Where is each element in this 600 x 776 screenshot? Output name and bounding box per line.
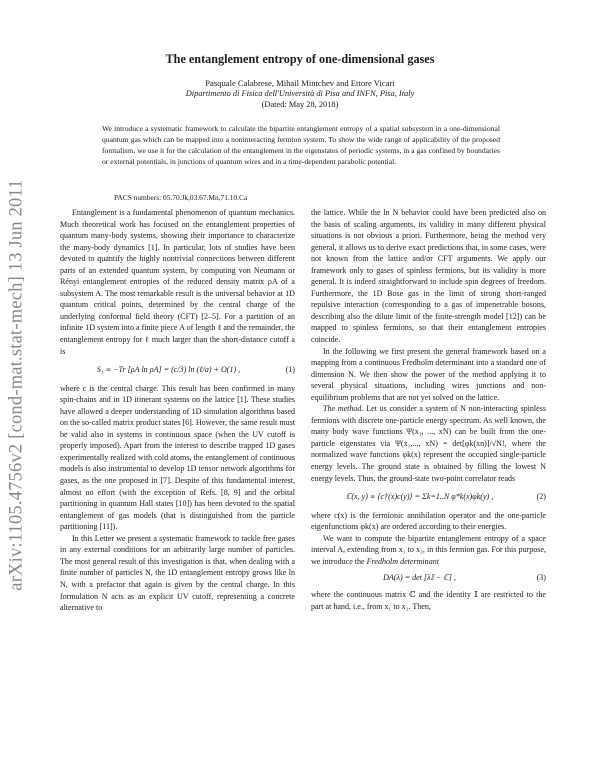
- paragraph-text: We want to compute the bipartite entanglement entropy of a space interval A, extending from x₁ to x₂, in this fermion gas. For this purpose, we introduce the: [311, 533, 546, 566]
- equation-3: [311, 572, 546, 584]
- paragraph: [311, 533, 546, 568]
- paper-title: The entanglement entropy of one-dimensional gases: [165, 52, 435, 66]
- equation-1: [60, 364, 295, 376]
- equation-body: ℂ(x, y) ≡ ⟨c†(x)c(y)⟩ = Σk=1..N φ*k(x)φk(y) ,: [345, 492, 494, 502]
- equation-number: (3): [536, 573, 546, 583]
- paper-affiliation: Dipartimento di Fisica dell'Università di Pisa and INFN, Pisa, Italy: [185, 89, 415, 98]
- paragraph: where the continuous matrix ℂ and the identity 𝕀 are restricted to the part at hand, i.e., from x₁ to x₂. Then,: [311, 589, 546, 611]
- paragraph: In the following we first present the general framework based on a mapping from a continuous Fredholm determinant into a standard one of dimension N. We then show the power of the method applying it to several physical situations, including wires junctions and non-equilibrium problems that are not yet solved on the lattice.: [311, 346, 546, 402]
- paragraph: where c(x) is the fermionic annihilation operator and the one-particle eigenfunctions φk(x) are ordered according to their energies.: [311, 510, 546, 532]
- paragraph: Entanglement is a fundamental phenomenon of quantum mechanics. Much theoretical work has focused on the entanglement properties of quantum many-body systems, showing their importance to characterize the many-body dynamics [1]. In particular, lots of studies have been devoted to quantify the highly nontrivial connections between different parts of an extended quantum system, by computing von Neumann or Rényi entanglement entropies of the reduced density matrix ρA of a subsystem A. The most remarkable result is the universal behavior at 1D quantum critical points, determined by the central charge of the underlying conformal field theory (CFT) [2–5]. For a partition of an infinite 1D system into a finite piece A of length ℓ and the remainder, the entanglement entropy for ℓ much larger than the short-distance cutoff a is: [60, 208, 295, 356]
- paragraph: the lattice. While the ln N behavior could have been predicted also on the basis of scaling arguments, its validity in many different physical situations is not obvious a priori. Furthermore, being the method very general, it allows us to derive exact predictions that, in some cases, were not known from the lattice and/or CFT arguments. We apply our framework only to gases of spinless fermions, but its validity is more general. It is indeed straightforward to include spin degrees of freedom. Furthermore, the 1D Bose gas in the limit of strong short-ranged repulsive interaction (corresponding to a gas of impenetrable bosons, describing also the dilute limit of the finite-strength model [12]) can be mapped to spinless fermions, so that their entanglement entropies coincide.: [311, 208, 546, 345]
- paragraph-text: Let us consider a system of N non-interacting spinless fermions with discrete one-particle energy spectrum. As well known, the many body wave functions Ψ(x₁, ..., xN) can be built from the one-particle eigenstates via Ψ(x₁,..., xN) = det[φk(xn)]/√N!, where the normalized wave functions φk(x) represent the occupied single-particle energy levels. The ground state is obtained by filling the lowest N energy levels. Thus, the ground-state two-point correlator reads: [311, 404, 546, 483]
- paper-date: (Dated: May 28, 2018): [261, 100, 339, 109]
- equation-number: (2): [536, 492, 546, 502]
- arxiv-sidebar: [2, 0, 32, 776]
- right-column: [311, 207, 546, 612]
- paragraph: where c is the central charge. This result has been confirmed in many spin-chains and in 1D itinerant systems on the lattice [1]. These studies have allowed a deeper understanding of 1D simulation algorithms based on the so-called matrix product states [6]. However, the same result must be valid also in systems in continuous space (when the UV cutoff is properly imposed). Apart from the interest to describe trapped 1D gases experimentally realized with cold atoms, the entanglement of continuous models is also instrumental to develop 1D tensor network algorithms for gases, as the one proposed in [7]. Despite of this fundamental interest, almost no effort (with the exception of Refs. [8, 9] and the orbital partitioning in quantum Hall states [10]) has been devoted to the spatial entanglement of gas models (that is distinguished from the particle partitioning [11]).: [60, 383, 295, 532]
- left-column: [60, 207, 295, 614]
- method-label: The method.: [323, 404, 364, 414]
- arxiv-identifier: arXiv:1105.4756v2 [cond-mat.stat-mech] 13 Jun 2011: [6, 179, 27, 591]
- paragraph: [311, 403, 546, 484]
- equation-number: (1): [285, 365, 295, 375]
- equation-body: DA(λ) = det [λ𝕀 − ℂ] ,: [383, 573, 456, 583]
- paragraph: In this Letter we present a systematic framework to tackle free gases in any external conditions for an arbitrarily large number of particles. The most general result of this investigation is that, when dealing with a finite number of particles N, the 1D entanglement entropy grows like ln N, with a prefactor that again is given by the central charge. In this formulation N acts as an explicit UV cutoff, representing a concrete alternative to: [60, 533, 295, 613]
- fredholm-label: Fredholm determinant: [366, 556, 439, 566]
- paper-authors: Pasquale Calabrese, Mihail Mintchev and Ettore Vicari: [205, 78, 395, 88]
- pacs-numbers: PACS numbers: 05.70.Jk,03.67.Mn,71.10.Ca: [114, 193, 248, 202]
- abstract: We introduce a systematic framework to calculate the bipartite entanglement entropy of a spatial subsystem in a one-dimensional quantum gas which can be mapped into a noninteracting fermion system. To show the wide range of applicability of the proposed formalism, we use it for the calculation of the entanglement in the eigenstates of periodic systems, in a gas confined by boundaries or external potentials, in junctions of quantum wires and in a time-dependent parabolic potential.: [102, 124, 500, 166]
- equation-2: [311, 491, 546, 503]
- equation-body: S₁ ≡ −Tr [ρA ln ρA] = (c/3) ln (ℓ/a) + O(1) ,: [96, 365, 241, 375]
